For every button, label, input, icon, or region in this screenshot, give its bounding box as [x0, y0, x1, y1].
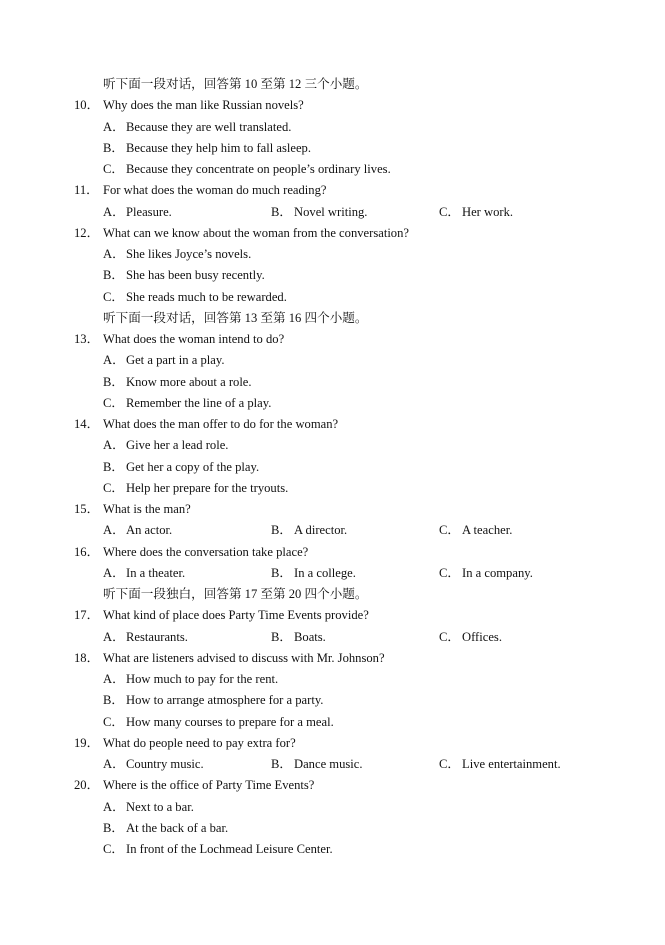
answer-option — [271, 754, 363, 775]
answer-option — [271, 563, 356, 584]
question-stem — [0, 605, 665, 626]
option-letter: A． — [103, 757, 125, 771]
question-number: 14． — [74, 417, 100, 431]
options-row — [0, 669, 665, 690]
answer-option — [271, 202, 367, 223]
answer-option — [103, 627, 188, 648]
question-text: Where does the conversation take place? — [103, 544, 309, 559]
question-text: What does the man offer to do for the woman? — [103, 417, 339, 431]
options-row — [0, 265, 665, 286]
option-letter: C． — [103, 842, 124, 856]
question-stem — [0, 775, 665, 796]
question-text: What do people need to pay extra for? — [103, 735, 296, 750]
question-stem — [0, 329, 665, 350]
question-number: 16． — [74, 544, 100, 559]
option-text: How many courses to prepare for a meal. — [126, 714, 334, 729]
options-row — [0, 797, 665, 818]
answer-option — [103, 754, 204, 775]
option-letter: A． — [103, 629, 125, 644]
answer-option — [103, 839, 333, 860]
question-stem — [0, 414, 665, 435]
option-text: An actor. — [126, 523, 173, 538]
answer-option — [103, 287, 287, 308]
option-letter: C． — [439, 629, 460, 644]
question-text: Why does the man like Russian novels? — [103, 98, 304, 113]
option-text: Get a part in a play. — [126, 353, 225, 368]
answer-option — [103, 159, 391, 180]
answer-option — [439, 563, 533, 584]
option-text: She has been busy recently. — [126, 268, 265, 283]
answer-option — [271, 520, 347, 541]
option-text: Because they are well translated. — [126, 119, 292, 134]
option-text: Novel writing. — [294, 204, 368, 219]
option-letter: B． — [271, 523, 292, 538]
question-text: For what does the woman do much reading? — [103, 183, 327, 198]
option-letter: A． — [103, 247, 125, 261]
option-text: In front of the Lochmead Leisure Center. — [126, 842, 333, 856]
option-text: Give her a lead role. — [126, 438, 229, 453]
answer-option — [103, 138, 311, 159]
option-text: Restaurants. — [126, 629, 188, 644]
option-letter: B． — [271, 629, 292, 644]
options-row — [0, 117, 665, 138]
option-text: Dance music. — [294, 757, 363, 771]
answer-option — [103, 712, 334, 733]
question-text: Where is the office of Party Time Events? — [103, 778, 315, 793]
answer-option — [103, 669, 278, 690]
option-letter: A． — [103, 353, 125, 368]
question-stem — [0, 180, 665, 201]
options-row — [0, 138, 665, 159]
section-instruction: 听下面一段独白，回答第 17 至第 20 四个小题。 — [103, 587, 368, 601]
option-text: She reads much to be rewarded. — [126, 289, 287, 304]
option-letter: A． — [103, 523, 125, 538]
question-number: 10． — [74, 98, 100, 113]
options-row — [0, 563, 665, 584]
option-letter: C． — [103, 289, 124, 304]
option-letter: A． — [103, 438, 125, 453]
option-letter: A． — [103, 672, 125, 686]
answer-option — [439, 627, 502, 648]
answer-option — [103, 563, 185, 584]
answer-option — [103, 372, 252, 393]
option-text: In a college. — [294, 565, 356, 580]
options-row — [0, 372, 665, 393]
answer-option — [103, 202, 172, 223]
answer-option — [103, 244, 251, 265]
option-text: Live entertainment. — [462, 757, 561, 771]
section-instruction: 听下面一段对话，回答第 13 至第 16 四个小题。 — [103, 310, 368, 325]
question-number: 11． — [74, 183, 99, 198]
options-row — [0, 159, 665, 180]
option-letter: A． — [103, 565, 125, 580]
question-stem — [0, 733, 665, 754]
answer-option — [103, 797, 194, 818]
question-number: 19． — [74, 735, 100, 750]
option-text: She likes Joyce’s novels. — [126, 247, 252, 261]
option-letter: A． — [103, 119, 125, 134]
option-letter: B． — [271, 204, 292, 219]
option-letter: C． — [439, 757, 460, 771]
question-text: What are listeners advised to discuss with Mr. Johnson? — [103, 650, 385, 665]
question-text: What kind of place does Party Time Events provide? — [103, 608, 369, 623]
question-number: 15． — [74, 502, 100, 516]
options-row — [0, 244, 665, 265]
option-text: Know more about a role. — [126, 374, 252, 389]
question-number: 18． — [74, 650, 100, 665]
answer-option — [103, 818, 228, 839]
option-letter: A． — [103, 204, 125, 219]
options-row — [0, 818, 665, 839]
section-instruction: 听下面一段对话，回答第 10 至第 12 三个小题。 — [103, 77, 368, 91]
option-letter: C． — [103, 714, 124, 729]
option-text: Country music. — [126, 757, 204, 771]
option-text: A teacher. — [462, 523, 513, 538]
option-text: Remember the line of a play. — [126, 395, 272, 410]
option-text: How much to pay for the rent. — [126, 672, 279, 686]
options-row — [0, 393, 665, 414]
option-text: Next to a bar. — [126, 799, 194, 814]
options-row — [0, 627, 665, 648]
options-row — [0, 690, 665, 711]
option-text: Help her prepare for the tryouts. — [126, 480, 289, 495]
option-letter: C． — [439, 204, 460, 219]
option-letter: B． — [103, 459, 124, 474]
option-text: Her work. — [462, 204, 514, 219]
option-letter: B． — [103, 820, 124, 835]
option-text: At the back of a bar. — [126, 820, 229, 835]
option-letter: B． — [103, 268, 124, 283]
option-text: Boats. — [294, 629, 326, 644]
question-stem — [0, 499, 665, 520]
question-stem — [0, 95, 665, 116]
answer-option — [103, 520, 172, 541]
answer-option — [271, 627, 326, 648]
option-text: Pleasure. — [126, 204, 172, 219]
answer-option — [103, 457, 259, 478]
question-text: What is the man? — [103, 502, 191, 516]
question-stem — [0, 223, 665, 244]
option-text: Because they concentrate on people’s ordinary lives. — [126, 162, 391, 176]
question-number: 12． — [74, 225, 100, 240]
options-row — [0, 202, 665, 223]
options-row — [0, 520, 665, 541]
option-letter: B． — [103, 140, 124, 155]
options-row — [0, 435, 665, 456]
answer-option — [103, 478, 288, 499]
option-text: A director. — [294, 523, 348, 538]
question-number: 13． — [74, 332, 100, 346]
option-text: Offices. — [462, 629, 502, 644]
option-letter: C． — [103, 395, 124, 410]
option-letter: C． — [439, 565, 460, 580]
question-text: What can we know about the woman from the conversation? — [103, 225, 409, 240]
question-number: 17． — [74, 608, 100, 623]
answer-option — [439, 754, 561, 775]
answer-option — [103, 265, 265, 286]
option-letter: C． — [103, 480, 124, 495]
option-text: How to arrange atmosphere for a party. — [126, 693, 324, 708]
option-text: Get her a copy of the play. — [126, 459, 260, 474]
options-row — [0, 287, 665, 308]
answer-option — [103, 117, 291, 138]
question-number: 20． — [74, 778, 100, 793]
question-stem — [0, 648, 665, 669]
answer-option — [103, 350, 225, 371]
answer-option — [103, 435, 228, 456]
options-row — [0, 754, 665, 775]
option-text: In a theater. — [126, 565, 186, 580]
option-letter: B． — [103, 693, 124, 708]
option-letter: B． — [271, 565, 292, 580]
option-letter: C． — [439, 523, 460, 538]
option-letter: A． — [103, 799, 125, 814]
option-letter: B． — [271, 757, 292, 771]
option-letter: B． — [103, 374, 124, 389]
question-stem — [0, 542, 665, 563]
option-text: In a company. — [462, 565, 533, 580]
answer-option — [103, 393, 271, 414]
options-row — [0, 478, 665, 499]
answer-option — [439, 202, 513, 223]
options-row — [0, 457, 665, 478]
question-text: What does the woman intend to do? — [103, 332, 285, 346]
options-row — [0, 350, 665, 371]
option-letter: C． — [103, 162, 124, 176]
options-row — [0, 712, 665, 733]
answer-option — [103, 690, 323, 711]
answer-option — [439, 520, 512, 541]
exam-page — [0, 74, 665, 860]
options-row — [0, 839, 665, 860]
option-text: Because they help him to fall asleep. — [126, 140, 311, 155]
